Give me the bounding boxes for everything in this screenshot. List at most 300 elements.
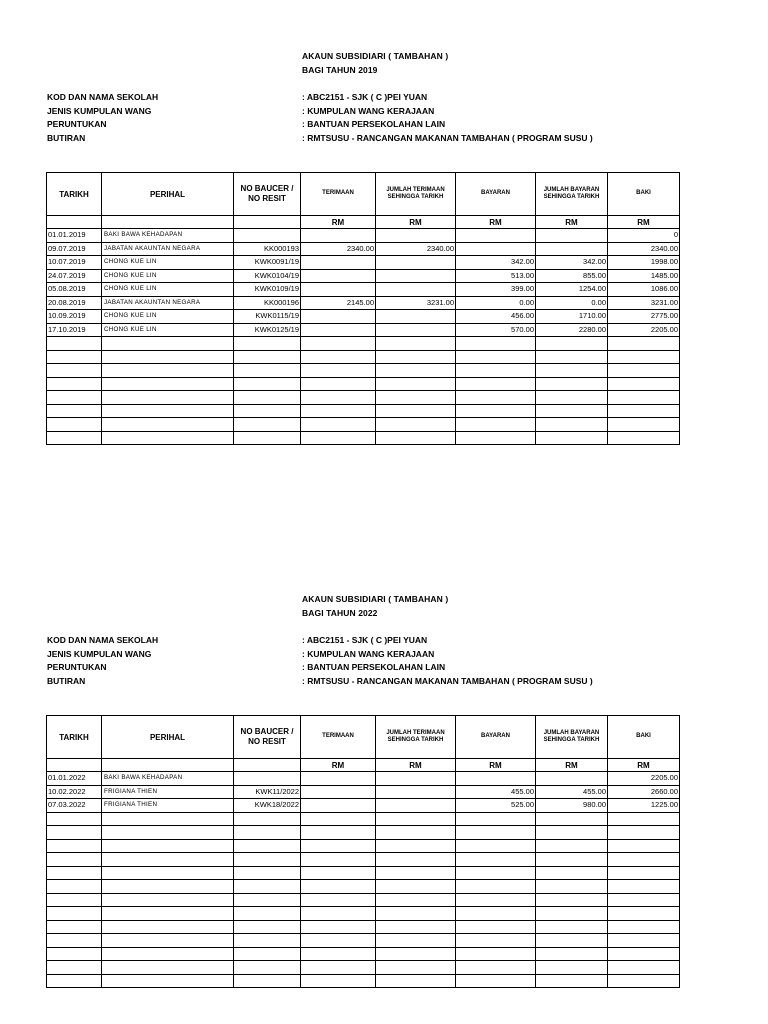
empty-cell	[376, 934, 456, 948]
empty-cell	[456, 920, 536, 934]
empty-cell	[102, 350, 234, 364]
empty-cell	[234, 391, 301, 405]
empty-cell	[608, 947, 680, 961]
empty-cell	[301, 377, 376, 391]
empty-cell	[376, 404, 456, 418]
table-row	[47, 256, 680, 270]
cell-bayaran: 399.00	[456, 283, 536, 297]
empty-cell	[102, 974, 234, 988]
cell-jumlah-bayaran: 1254.00	[536, 283, 608, 297]
empty-cell	[301, 880, 376, 894]
empty-cell	[301, 934, 376, 948]
empty-cell	[47, 377, 102, 391]
cell-date: 01.01.2022	[47, 772, 102, 786]
empty-cell	[234, 893, 301, 907]
empty-cell	[376, 961, 456, 975]
empty-row	[47, 866, 680, 880]
account-title: AKAUN SUBSIDIARI ( TAMBAHAN )	[302, 594, 449, 604]
cell-jumlah-terimaan	[376, 256, 456, 270]
empty-cell	[102, 418, 234, 432]
empty-cell	[102, 812, 234, 826]
info-label-kod: KOD DAN NAMA SEKOLAH	[47, 92, 159, 102]
empty-cell	[536, 880, 608, 894]
empty-row	[47, 418, 680, 432]
currency-row	[47, 216, 680, 229]
cell-reference: KWK0091/19	[234, 256, 301, 270]
empty-cell	[456, 880, 536, 894]
empty-cell	[608, 839, 680, 853]
empty-cell	[608, 920, 680, 934]
empty-cell	[376, 853, 456, 867]
account-year: BAGI TAHUN 2019	[302, 65, 378, 75]
empty-cell	[608, 826, 680, 840]
empty-cell	[536, 947, 608, 961]
cell-reference: KWK0109/19	[234, 283, 301, 297]
info-label-peruntukan: PERUNTUKAN	[47, 119, 107, 130]
cell-jumlah-terimaan	[376, 269, 456, 283]
col-header-no-baucer: NO BAUCER / NO RESIT	[234, 173, 301, 216]
empty-cell	[608, 377, 680, 391]
empty-cell	[536, 920, 608, 934]
info-row-jenis	[47, 649, 687, 663]
empty-row	[47, 826, 680, 840]
cell-terimaan: 2340.00	[301, 242, 376, 256]
empty-cell	[301, 947, 376, 961]
empty-cell	[608, 350, 680, 364]
empty-row	[47, 961, 680, 975]
cell-date: 05.08.2019	[47, 283, 102, 297]
cell-date: 20.08.2019	[47, 296, 102, 310]
empty-cell	[456, 974, 536, 988]
empty-row	[47, 934, 680, 948]
empty-cell	[456, 391, 536, 405]
currency-blank	[102, 216, 234, 229]
cell-terimaan	[301, 283, 376, 297]
empty-cell	[301, 961, 376, 975]
currency-label: RM	[608, 216, 680, 229]
empty-cell	[234, 920, 301, 934]
empty-cell	[376, 364, 456, 378]
empty-cell	[301, 418, 376, 432]
empty-cell	[301, 907, 376, 921]
cell-date: 24.07.2019	[47, 269, 102, 283]
cell-jumlah-terimaan	[376, 310, 456, 324]
empty-cell	[47, 364, 102, 378]
cell-jumlah-terimaan: 3231.00	[376, 296, 456, 310]
empty-cell	[47, 974, 102, 988]
empty-cell	[102, 920, 234, 934]
cell-reference: KWK0115/19	[234, 310, 301, 324]
empty-cell	[102, 961, 234, 975]
cell-description: JABATAN AKAUNTAN NEGARA	[102, 242, 234, 256]
cell-reference	[234, 772, 301, 786]
cell-date: 10.02.2022	[47, 785, 102, 799]
empty-row	[47, 839, 680, 853]
cell-baki: 1225.00	[608, 799, 680, 813]
empty-cell	[234, 404, 301, 418]
cell-jumlah-terimaan	[376, 283, 456, 297]
empty-cell	[234, 974, 301, 988]
account-info	[47, 92, 687, 147]
info-label-jenis: JENIS KUMPULAN WANG	[47, 105, 152, 116]
cell-jumlah-bayaran	[536, 229, 608, 243]
table-row	[47, 323, 680, 337]
empty-cell	[536, 839, 608, 853]
cell-description: CHONG KUE LIN	[102, 269, 234, 283]
col-header-terimaan: TERIMAAN	[301, 716, 376, 759]
col-header-perihal: PERIHAL	[102, 716, 234, 759]
empty-cell	[536, 961, 608, 975]
col-header-bayaran: BAYARAN	[456, 173, 536, 216]
empty-cell	[301, 364, 376, 378]
empty-cell	[234, 350, 301, 364]
empty-cell	[608, 364, 680, 378]
empty-cell	[234, 364, 301, 378]
cell-baki: 2340.00	[608, 242, 680, 256]
empty-cell	[102, 337, 234, 351]
cell-jumlah-bayaran	[536, 772, 608, 786]
empty-cell	[301, 974, 376, 988]
empty-cell	[376, 866, 456, 880]
cell-bayaran: 455.00	[456, 785, 536, 799]
info-value-butiran: : RMTSUSU - RANCANGAN MAKANAN TAMBAHAN ( PROGRAM SUSU )	[302, 133, 593, 144]
info-label-butiran: BUTIRAN	[47, 133, 86, 144]
empty-cell	[608, 431, 680, 445]
cell-date: 07.03.2022	[47, 799, 102, 813]
empty-cell	[376, 431, 456, 445]
empty-cell	[456, 853, 536, 867]
empty-cell	[536, 853, 608, 867]
empty-cell	[47, 337, 102, 351]
empty-cell	[456, 947, 536, 961]
empty-cell	[301, 839, 376, 853]
cell-baki: 1485.00	[608, 269, 680, 283]
empty-cell	[47, 947, 102, 961]
cell-terimaan	[301, 799, 376, 813]
info-row-jenis	[47, 106, 687, 120]
cell-date: 01.01.2019	[47, 229, 102, 243]
cell-bayaran	[456, 229, 536, 243]
empty-cell	[456, 907, 536, 921]
empty-cell	[536, 974, 608, 988]
cell-jumlah-terimaan: 2340.00	[376, 242, 456, 256]
empty-cell	[47, 920, 102, 934]
cell-reference: KK000196	[234, 296, 301, 310]
empty-cell	[456, 418, 536, 432]
empty-cell	[102, 907, 234, 921]
empty-cell	[608, 853, 680, 867]
currency-label: RM	[376, 759, 456, 772]
empty-cell	[536, 377, 608, 391]
empty-cell	[102, 934, 234, 948]
cell-reference: KK000193	[234, 242, 301, 256]
info-row-kod	[47, 635, 687, 649]
empty-cell	[234, 934, 301, 948]
empty-cell	[376, 391, 456, 405]
cell-baki: 1998.00	[608, 256, 680, 270]
info-label-peruntukan: PERUNTUKAN	[47, 662, 107, 673]
col-header-terimaan: TERIMAAN	[301, 173, 376, 216]
cell-date: 17.10.2019	[47, 323, 102, 337]
empty-cell	[47, 934, 102, 948]
table-row	[47, 799, 680, 813]
cell-jumlah-terimaan	[376, 229, 456, 243]
empty-cell	[301, 893, 376, 907]
cell-description: BAKI BAWA KEHADAPAN	[102, 229, 234, 243]
empty-cell	[608, 418, 680, 432]
empty-cell	[234, 377, 301, 391]
cell-jumlah-bayaran: 342.00	[536, 256, 608, 270]
empty-cell	[376, 920, 456, 934]
empty-row	[47, 974, 680, 988]
table-row	[47, 772, 680, 786]
empty-cell	[456, 431, 536, 445]
empty-cell	[102, 391, 234, 405]
empty-cell	[376, 418, 456, 432]
empty-cell	[102, 431, 234, 445]
cell-description: FRIGIANA THIEN	[102, 799, 234, 813]
currency-row	[47, 759, 680, 772]
info-value-peruntukan: : BANTUAN PERSEKOLAHAN LAIN	[302, 662, 446, 673]
table-row	[47, 296, 680, 310]
empty-cell	[234, 961, 301, 975]
table-row	[47, 229, 680, 243]
empty-cell	[536, 826, 608, 840]
cell-bayaran	[456, 242, 536, 256]
empty-cell	[456, 826, 536, 840]
empty-row	[47, 431, 680, 445]
cell-bayaran: 570.00	[456, 323, 536, 337]
currency-label: RM	[536, 759, 608, 772]
col-header-jumlah-terimaan: JUMLAH TERIMAAN SEHINGGA TARIKH	[376, 173, 456, 216]
empty-cell	[102, 880, 234, 894]
cell-baki: 2775.00	[608, 310, 680, 324]
cell-jumlah-terimaan	[376, 799, 456, 813]
cell-baki: 1086.00	[608, 283, 680, 297]
empty-cell	[47, 404, 102, 418]
empty-cell	[301, 866, 376, 880]
empty-cell	[536, 431, 608, 445]
empty-cell	[102, 853, 234, 867]
empty-cell	[234, 812, 301, 826]
cell-jumlah-bayaran: 855.00	[536, 269, 608, 283]
empty-cell	[608, 866, 680, 880]
header-row	[47, 173, 680, 216]
empty-cell	[608, 391, 680, 405]
cell-bayaran: 513.00	[456, 269, 536, 283]
currency-blank	[47, 216, 102, 229]
col-header-tarikh: TARIKH	[47, 173, 102, 216]
account-info	[47, 635, 687, 690]
empty-cell	[234, 431, 301, 445]
empty-cell	[536, 404, 608, 418]
empty-cell	[234, 826, 301, 840]
empty-cell	[47, 839, 102, 853]
empty-cell	[47, 961, 102, 975]
currency-label: RM	[456, 216, 536, 229]
empty-cell	[47, 826, 102, 840]
cell-date: 10.09.2019	[47, 310, 102, 324]
empty-row	[47, 350, 680, 364]
empty-cell	[47, 391, 102, 405]
cell-baki: 3231.00	[608, 296, 680, 310]
cell-description: JABATAN AKAUNTAN NEGARA	[102, 296, 234, 310]
empty-cell	[102, 364, 234, 378]
empty-cell	[456, 866, 536, 880]
table-row	[47, 785, 680, 799]
cell-date: 09.07.2019	[47, 242, 102, 256]
cell-terimaan	[301, 772, 376, 786]
currency-blank	[234, 759, 301, 772]
col-header-jumlah-terimaan: JUMLAH TERIMAAN SEHINGGA TARIKH	[376, 716, 456, 759]
empty-cell	[536, 350, 608, 364]
empty-cell	[102, 826, 234, 840]
cell-description: CHONG KUE LIN	[102, 310, 234, 324]
empty-cell	[536, 893, 608, 907]
info-value-jenis: : KUMPULAN WANG KERAJAAN	[302, 105, 435, 116]
empty-cell	[456, 404, 536, 418]
empty-cell	[102, 947, 234, 961]
info-value-peruntukan: : BANTUAN PERSEKOLAHAN LAIN	[302, 119, 446, 130]
currency-label: RM	[376, 216, 456, 229]
col-header-tarikh: TARIKH	[47, 716, 102, 759]
empty-cell	[102, 893, 234, 907]
cell-jumlah-bayaran: 455.00	[536, 785, 608, 799]
empty-cell	[536, 866, 608, 880]
empty-cell	[376, 337, 456, 351]
cell-jumlah-bayaran: 980.00	[536, 799, 608, 813]
col-header-jumlah-bayaran: JUMLAH BAYARAN SEHINGGA TARIKH	[536, 173, 608, 216]
cell-jumlah-terimaan	[376, 785, 456, 799]
empty-cell	[234, 866, 301, 880]
currency-blank	[102, 759, 234, 772]
empty-row	[47, 391, 680, 405]
empty-cell	[376, 974, 456, 988]
empty-row	[47, 853, 680, 867]
cell-jumlah-terimaan	[376, 323, 456, 337]
info-label-jenis: JENIS KUMPULAN WANG	[47, 648, 152, 659]
empty-row	[47, 893, 680, 907]
empty-row	[47, 337, 680, 351]
empty-cell	[536, 812, 608, 826]
info-value-kod: : ABC2151 - SJK ( C )PEI YUAN	[302, 635, 428, 645]
empty-cell	[536, 934, 608, 948]
empty-cell	[456, 812, 536, 826]
empty-cell	[234, 839, 301, 853]
cell-baki: 0	[608, 229, 680, 243]
table-row	[47, 283, 680, 297]
empty-row	[47, 377, 680, 391]
cell-baki: 2205.00	[608, 323, 680, 337]
cell-description: CHONG KUE LIN	[102, 323, 234, 337]
empty-cell	[301, 826, 376, 840]
currency-blank	[47, 759, 102, 772]
col-header-no-baucer: NO BAUCER / NO RESIT	[234, 716, 301, 759]
empty-cell	[536, 907, 608, 921]
empty-cell	[234, 853, 301, 867]
empty-cell	[301, 431, 376, 445]
empty-cell	[608, 404, 680, 418]
table-row	[47, 242, 680, 256]
col-header-baki: BAKI	[608, 716, 680, 759]
empty-cell	[47, 866, 102, 880]
info-row-butiran	[47, 133, 687, 147]
cell-terimaan	[301, 310, 376, 324]
empty-cell	[376, 947, 456, 961]
col-header-bayaran: BAYARAN	[456, 716, 536, 759]
table-row	[47, 269, 680, 283]
account-title: AKAUN SUBSIDIARI ( TAMBAHAN )	[302, 51, 449, 61]
empty-cell	[47, 350, 102, 364]
empty-cell	[301, 350, 376, 364]
cell-jumlah-bayaran: 1710.00	[536, 310, 608, 324]
currency-label: RM	[608, 759, 680, 772]
info-value-jenis: : KUMPULAN WANG KERAJAAN	[302, 648, 435, 659]
empty-cell	[376, 812, 456, 826]
cell-bayaran: 456.00	[456, 310, 536, 324]
currency-label: RM	[301, 216, 376, 229]
empty-cell	[234, 907, 301, 921]
empty-cell	[301, 853, 376, 867]
empty-row	[47, 364, 680, 378]
cell-date: 10.07.2019	[47, 256, 102, 270]
empty-cell	[608, 907, 680, 921]
account-year: BAGI TAHUN 2022	[302, 608, 378, 618]
empty-cell	[608, 893, 680, 907]
cell-terimaan	[301, 269, 376, 283]
header-row	[47, 716, 680, 759]
empty-cell	[376, 350, 456, 364]
empty-cell	[456, 893, 536, 907]
empty-cell	[536, 418, 608, 432]
cell-jumlah-bayaran: 2280.00	[536, 323, 608, 337]
empty-cell	[608, 337, 680, 351]
cell-bayaran	[456, 772, 536, 786]
cell-terimaan	[301, 256, 376, 270]
cell-jumlah-bayaran	[536, 242, 608, 256]
info-value-butiran: : RMTSUSU - RANCANGAN MAKANAN TAMBAHAN ( PROGRAM SUSU )	[302, 676, 593, 687]
info-row-peruntukan	[47, 662, 687, 676]
cell-description: BAKI BAWA KEHADAPAN	[102, 772, 234, 786]
empty-cell	[234, 880, 301, 894]
empty-cell	[234, 947, 301, 961]
empty-cell	[47, 853, 102, 867]
empty-row	[47, 812, 680, 826]
empty-cell	[47, 880, 102, 894]
cell-baki: 2205.00	[608, 772, 680, 786]
cell-reference: KWK0104/19	[234, 269, 301, 283]
cell-terimaan	[301, 785, 376, 799]
empty-cell	[376, 826, 456, 840]
empty-cell	[536, 391, 608, 405]
empty-row	[47, 920, 680, 934]
empty-cell	[301, 920, 376, 934]
empty-cell	[536, 337, 608, 351]
empty-cell	[47, 893, 102, 907]
empty-cell	[301, 391, 376, 405]
empty-cell	[456, 364, 536, 378]
info-label-butiran: BUTIRAN	[47, 676, 86, 687]
empty-cell	[608, 961, 680, 975]
col-header-baki: BAKI	[608, 173, 680, 216]
cell-reference: KWK11/2022	[234, 785, 301, 799]
currency-label: RM	[456, 759, 536, 772]
empty-cell	[234, 337, 301, 351]
cell-bayaran: 0.00	[456, 296, 536, 310]
ledger-table	[46, 172, 680, 445]
info-value-kod: : ABC2151 - SJK ( C )PEI YUAN	[302, 92, 428, 102]
empty-cell	[608, 974, 680, 988]
